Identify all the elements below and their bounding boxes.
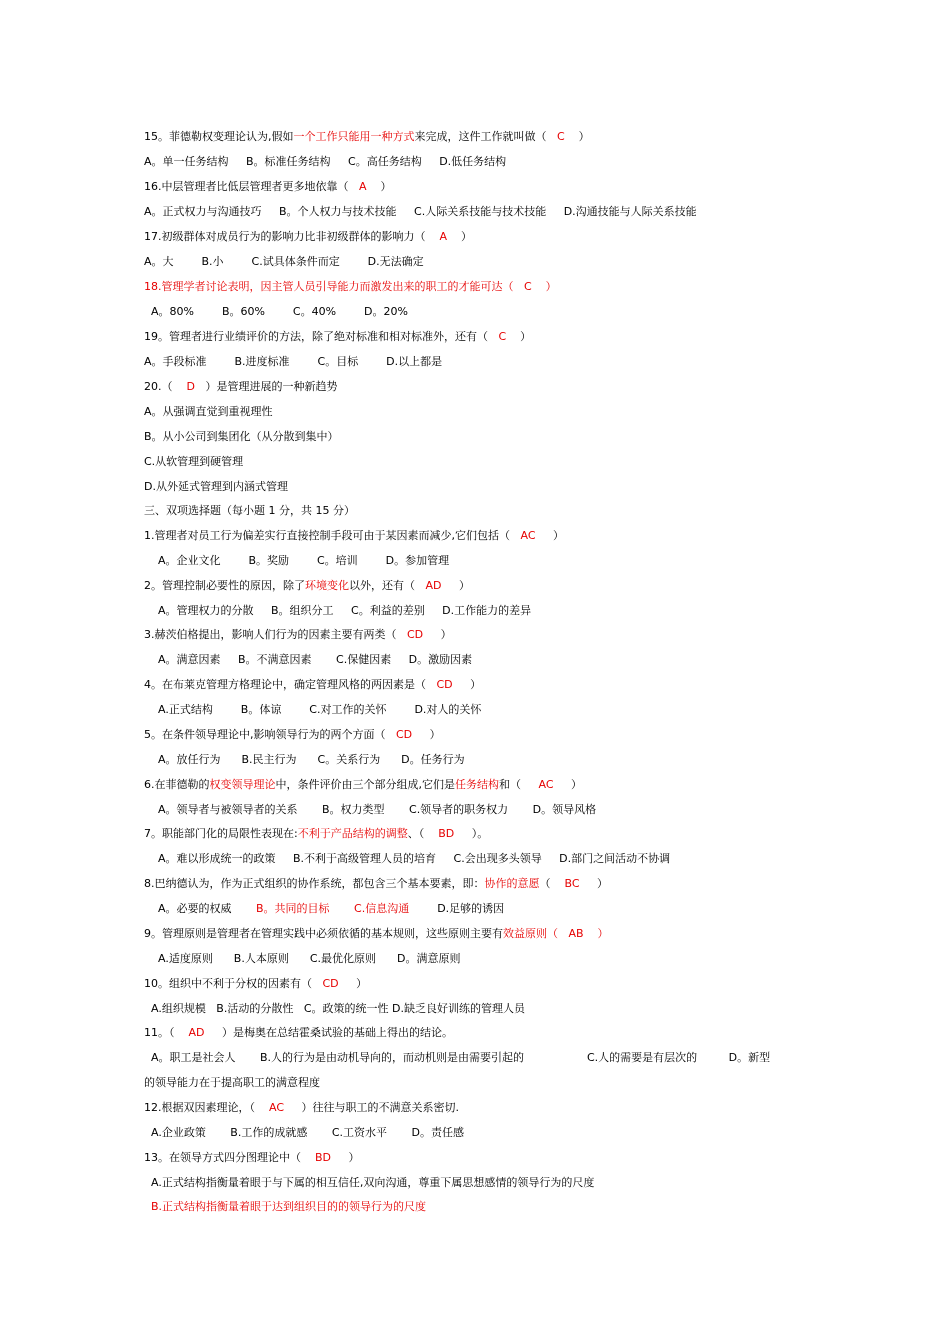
dq1-stem: 1.管理者对员工行为偏差实行直接控制手段可由于某因素而减少,它们包括（ AC ）	[144, 529, 564, 542]
dq9-stem: 9。管理原则是管理者在管理实践中必须依循的基本规则，这些原则主要有效益原则（ AB ）	[144, 927, 609, 940]
dq4-options: A.正式结构 B。体谅 C.对工作的关怀 D.对人的关怀	[144, 703, 482, 716]
q17-stem: 17.初级群体对成员行为的影响力比非初级群体的影响力（ A ）	[144, 230, 473, 243]
dq11-stem: 11。（ AD ）是梅奥在总结霍桑试验的基础上得出的结论。	[144, 1026, 453, 1039]
q19-options: A。手段标准 B.进度标准 C。目标 D.以上都是	[144, 355, 443, 368]
dq5-options: A。放任行为 B.民主行为 C。关系行为 D。任务行为	[144, 753, 465, 766]
q19-stem: 19。管理者进行业绩评价的方法，除了绝对标准和相对标准外，还有（ C ）	[144, 330, 532, 343]
q20-option-a: A。从强调直觉到重视理性	[144, 405, 273, 418]
dq8-stem: 8.巴纳德认为，作为正式组织的协作系统，都包含三个基本要素，即：协作的意愿（ BC ）	[144, 877, 609, 890]
dq6-options: A。领导者与被领导者的关系 B。权力类型 C.领导者的职务权力 D。领导风格	[144, 803, 597, 816]
dq13-option-a: A.正式结构指衡量着眼于与下属的相互信任,双向沟通，尊重下属思想感情的领导行为的尺度	[144, 1176, 595, 1189]
dq7-stem: 7。职能部门化的局限性表现在:不利于产品结构的调整、（ BD ）。	[144, 827, 489, 840]
q20-option-c: C.从软管理到硬管理	[144, 455, 244, 468]
dq10-stem: 10。组织中不利于分权的因素有（ CD ）	[144, 977, 368, 990]
q15-stem: 15。菲德勒权变理论认为,假如一个工作只能用一种方式来完成，这件工作就叫做（ C ）	[144, 130, 590, 143]
dq9-options: A.适度原则 B.人本原则 C.最优化原则 D。满意原则	[144, 952, 461, 965]
dq12-stem: 12.根据双因素理论，（ AC ）往往与职工的不满意关系密切.	[144, 1101, 459, 1114]
q15-options: A。单一任务结构 B。标准任务结构 C。高任务结构 D.低任务结构	[144, 155, 507, 168]
dq10-options: A.组织规模 B.活动的分散性 C。政策的统一性 D.缺乏良好训练的管理人员	[144, 1002, 525, 1015]
q18-stem: 18.管理学者讨论表明，因主管人员引导能力而激发出来的职工的才能可达（ C ）	[144, 280, 557, 293]
q16-options: A。正式权力与沟通技巧 B。个人权力与技术技能 C.人际关系技能与技术技能 D.沟通技能与人际关系技能	[144, 205, 697, 218]
q18-options: A。80% B。60% C。40% D。20%	[144, 305, 408, 318]
q17-options: A。大 B.小 C.试具体条件而定 D.无法确定	[144, 255, 424, 268]
q20-option-d: D.从外延式管理到内涵式管理	[144, 480, 288, 493]
q16-stem: 16.中层管理者比低层管理者更多地依靠（ A ）	[144, 180, 392, 193]
q20-stem: 20.（ D ）是管理进展的一种新趋势	[144, 380, 338, 393]
dq13-stem: 13。在领导方式四分图理论中（ BD ）	[144, 1151, 360, 1164]
dq13-option-b: B.正式结构指衡量着眼于达到组织目的的领导行为的尺度	[144, 1200, 427, 1213]
dq2-options: A。管理权力的分散 B。组织分工 C。利益的差别 D.工作能力的差异	[144, 604, 532, 617]
dq2-stem: 2。管理控制必要性的原因，除了环境变化以外，还有（ AD ）	[144, 579, 470, 592]
dq3-options: A。满意因素 B。不满意因素 C.保健因素 D。激励因素	[144, 653, 473, 666]
dq11-options: A。职工是社会人 B.人的行为是由动机导向的，而动机则是由需要引起的 C.人的需要是有层次的 D。新型	[144, 1051, 771, 1064]
dq3-stem: 3.赫茨伯格提出，影响人们行为的因素主要有两类（ CD ）	[144, 628, 452, 641]
dq12-options: A.企业政策 B.工作的成就感 C.工资水平 D。责任感	[144, 1126, 464, 1139]
dq4-stem: 4。在布莱克管理方格理论中，确定管理风格的两因素是（ CD ）	[144, 678, 482, 691]
dq7-options: A。难以形成统一的政策 B.不利于高级管理人员的培育 C.会出现多头领导 D.部门之间活动不协调	[144, 852, 671, 865]
dq11-options-cont: 的领导能力在于提高职工的满意程度	[144, 1076, 320, 1089]
dq5-stem: 5。在条件领导理论中,影响领导行为的两个方面（ CD ）	[144, 728, 441, 741]
dq6-stem: 6.在菲德勒的权变领导理论中，条件评价由三个部分组成,它们是任务结构和（ AC ）	[144, 778, 582, 791]
q20-option-b: B。从小公司到集团化（从分散到集中）	[144, 430, 339, 443]
dq8-options: A。必要的权威 B。共同的目标 C.信息沟通 D.足够的诱因	[144, 902, 505, 915]
dq1-options: A。企业文化 B。奖励 C。培训 D。参加管理	[144, 554, 450, 567]
section-heading: 三、双项选择题（每小题 1 分，共 15 分）	[144, 504, 355, 517]
